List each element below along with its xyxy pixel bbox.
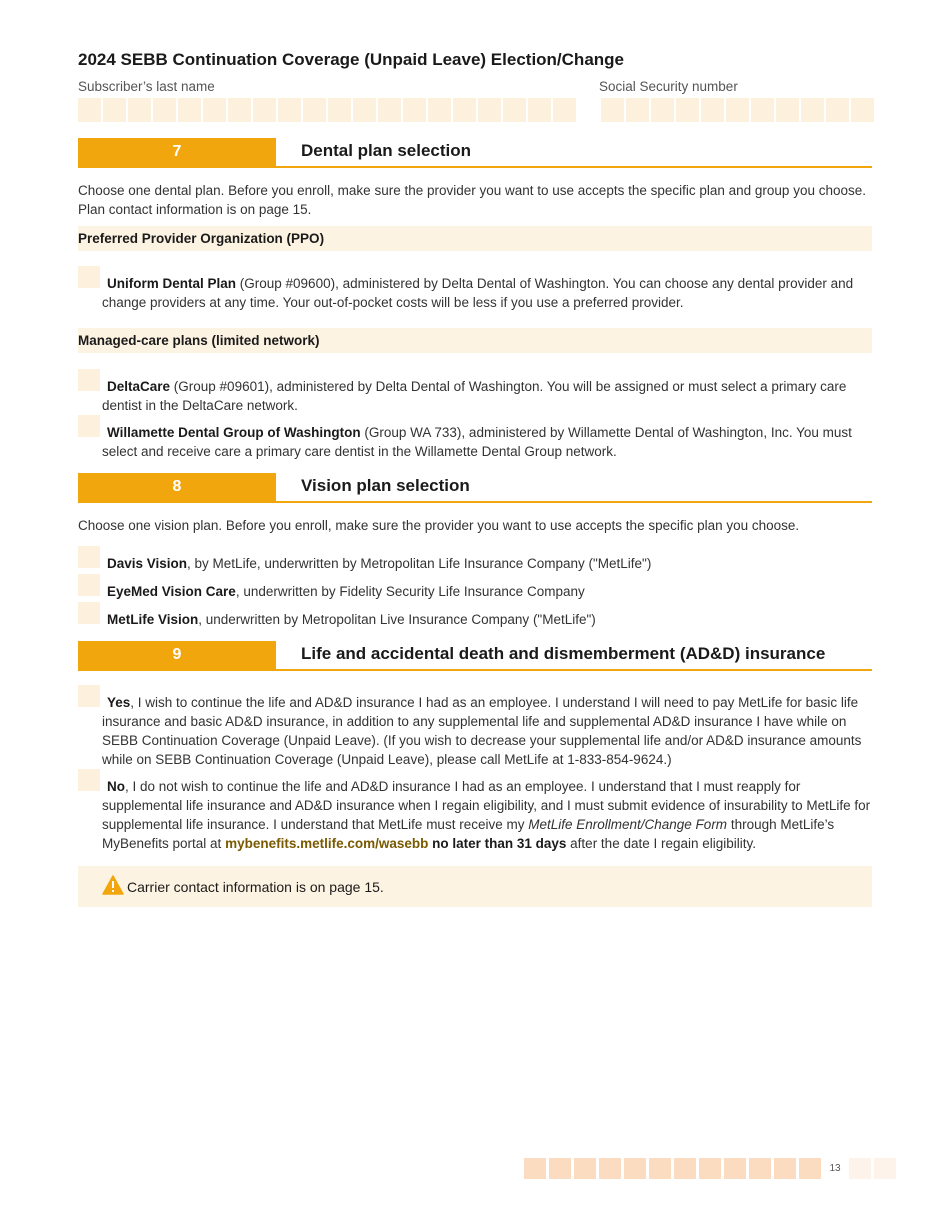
document-title: 2024 SEBB Continuation Coverage (Unpaid Leave) Election/Change (78, 50, 624, 69)
ssn-label: Social Security number (599, 79, 738, 94)
ppo-subheading: Preferred Provider Organization (PPO) (78, 226, 872, 251)
page-indicator-box (849, 1158, 871, 1179)
willamette-name: Willamette Dental Group of Washington (107, 425, 361, 440)
character-box[interactable] (826, 98, 849, 122)
life-no-desc-2: through MetLife’s MyBenefits portal at (102, 817, 835, 851)
metlife-vision-desc: , underwritten by Metropolitan Live Insurance Company ("MetLife") (198, 612, 596, 627)
character-box[interactable] (528, 98, 551, 122)
managed-care-subheading: Managed-care plans (limited network) (78, 328, 872, 353)
deltacare-option (102, 377, 872, 415)
carrier-contact-note (78, 866, 872, 907)
section-8-number: 8 (78, 473, 276, 501)
footer-page-strip (524, 1158, 896, 1179)
character-box[interactable] (478, 98, 501, 122)
character-box[interactable] (776, 98, 799, 122)
page-indicator-box (699, 1158, 721, 1179)
page-indicator-box (549, 1158, 571, 1179)
page-indicator-box (574, 1158, 596, 1179)
section-7-number: 7 (78, 138, 276, 166)
page-indicator-box (749, 1158, 771, 1179)
character-box[interactable] (676, 98, 699, 122)
character-box[interactable] (801, 98, 824, 122)
last-name-input[interactable] (78, 98, 576, 122)
character-box[interactable] (701, 98, 724, 122)
character-box[interactable] (453, 98, 476, 122)
character-box[interactable] (278, 98, 301, 122)
character-box[interactable] (203, 98, 226, 122)
deltacare-name: DeltaCare (107, 379, 171, 394)
ssn-input[interactable] (601, 98, 874, 122)
character-box[interactable] (378, 98, 401, 122)
life-no-option (102, 777, 872, 853)
page-indicator-box (674, 1158, 696, 1179)
life-no-checkbox[interactable] (78, 769, 100, 791)
character-box[interactable] (228, 98, 251, 122)
metlife-vision-name: MetLife Vision (107, 612, 199, 627)
character-box[interactable] (353, 98, 376, 122)
character-box[interactable] (503, 98, 526, 122)
deltacare-desc: (Group #09601), administered by Delta Dental of Washington. You will be assigned or must select a primary care dentist in the DeltaCare network. (102, 379, 847, 413)
metlife-vision-checkbox[interactable] (78, 602, 100, 624)
uniform-dental-option (102, 274, 872, 312)
vision-intro: Choose one vision plan. Before you enroll, make sure the provider you want to use accepts the specific plan you choose. (78, 518, 800, 533)
deltacare-checkbox[interactable] (78, 369, 100, 391)
section-9-number: 9 (78, 641, 276, 669)
davis-vision-desc: , by MetLife, underwritten by Metropolitan Life Insurance Company ("MetLife") (187, 556, 652, 571)
section-7-header (78, 138, 872, 168)
page-number: 13 (824, 1158, 846, 1179)
note-text: Carrier contact information is on page 15. (127, 879, 384, 895)
character-box[interactable] (751, 98, 774, 122)
davis-vision-name: Davis Vision (107, 556, 188, 571)
character-box[interactable] (651, 98, 674, 122)
eyemed-option (102, 582, 872, 601)
character-box[interactable] (78, 98, 101, 122)
section-8-heading: Vision plan selection (301, 476, 470, 495)
uniform-dental-desc: (Group #09600), administered by Delta Dental of Washington. You can choose any dental provider and change providers at any time. Your out-of-pocket costs will be less if you use a preferred provider. (102, 276, 854, 310)
section-8-header (78, 473, 872, 503)
davis-vision-option (102, 554, 872, 573)
life-no-label: No (107, 779, 125, 794)
mybenefits-link[interactable]: mybenefits.metlife.com/wasebb (225, 836, 429, 851)
page-indicator-box (599, 1158, 621, 1179)
character-box[interactable] (153, 98, 176, 122)
page-indicator-box (799, 1158, 821, 1179)
davis-vision-checkbox[interactable] (78, 546, 100, 568)
section-9-heading: Life and accidental death and dismemberment (AD&D) insurance (301, 644, 826, 663)
character-box[interactable] (253, 98, 276, 122)
life-yes-label: Yes (107, 695, 131, 710)
dental-intro: Choose one dental plan. Before you enroll, make sure the provider you want to use accepts the specific plan and group you choose. Plan contact information is on page 15. (78, 183, 866, 217)
character-box[interactable] (601, 98, 624, 122)
uniform-dental-name: Uniform Dental Plan (107, 276, 237, 291)
page-indicator-box (624, 1158, 646, 1179)
section-7-heading: Dental plan selection (301, 141, 472, 160)
enrollment-form-name: MetLife Enrollment/Change Form (528, 817, 728, 832)
willamette-option (102, 423, 872, 461)
page-indicator-box (724, 1158, 746, 1179)
uniform-dental-checkbox[interactable] (78, 266, 100, 288)
life-yes-option (102, 693, 872, 769)
character-box[interactable] (403, 98, 426, 122)
eyemed-name: EyeMed Vision Care (107, 584, 236, 599)
eyemed-desc: , underwritten by Fidelity Security Life Insurance Company (235, 584, 585, 599)
character-box[interactable] (553, 98, 576, 122)
metlife-vision-option (102, 610, 872, 629)
willamette-checkbox[interactable] (78, 415, 100, 437)
willamette-desc: (Group WA 733), administered by Willamette Dental of Washington, Inc. You must select and receive care a primary care dentist in the Willamette Dental Group network. (102, 425, 852, 459)
life-no-desc-3: after the date I regain eligibility. (566, 836, 757, 851)
deadline-text: no later than 31 days (428, 836, 567, 851)
character-box[interactable] (428, 98, 451, 122)
character-box[interactable] (103, 98, 126, 122)
warning-icon (102, 875, 124, 895)
character-box[interactable] (303, 98, 326, 122)
character-box[interactable] (851, 98, 874, 122)
character-box[interactable] (128, 98, 151, 122)
character-box[interactable] (726, 98, 749, 122)
character-box[interactable] (626, 98, 649, 122)
page-indicator-box (649, 1158, 671, 1179)
character-box[interactable] (328, 98, 351, 122)
eyemed-checkbox[interactable] (78, 574, 100, 596)
life-yes-desc: , I wish to continue the life and AD&D insurance I had as an employee. I understand I will need to pay MetLife for basic life insurance and basic AD&D insurance, in addition to any supplemental life and supplemental AD&D insurance I have while on SEBB Continuation Coverage (Unpaid Leave). (If you wish to decrease your supplemental life and/or AD&D insurance amounts while on SEBB Continuation Coverage (Unpaid Leave), please call MetLife at 1-833-854-9624.) (102, 695, 862, 767)
character-box[interactable] (178, 98, 201, 122)
page-indicator-box (774, 1158, 796, 1179)
life-yes-checkbox[interactable] (78, 685, 100, 707)
page-indicator-box (524, 1158, 546, 1179)
life-no-desc-1: , I do not wish to continue the life and AD&D insurance I had as an employee. I understand that I must reapply for supplemental life insurance and AD&D insurance when I regain eligibility, and I must submit evidence of insurability to MetLife for supplemental life insurance. I understand that MetLife must receive my (102, 779, 871, 832)
section-9-header (78, 641, 872, 671)
last-name-label: Subscriber’s last name (78, 79, 215, 94)
page-indicator-box (874, 1158, 896, 1179)
